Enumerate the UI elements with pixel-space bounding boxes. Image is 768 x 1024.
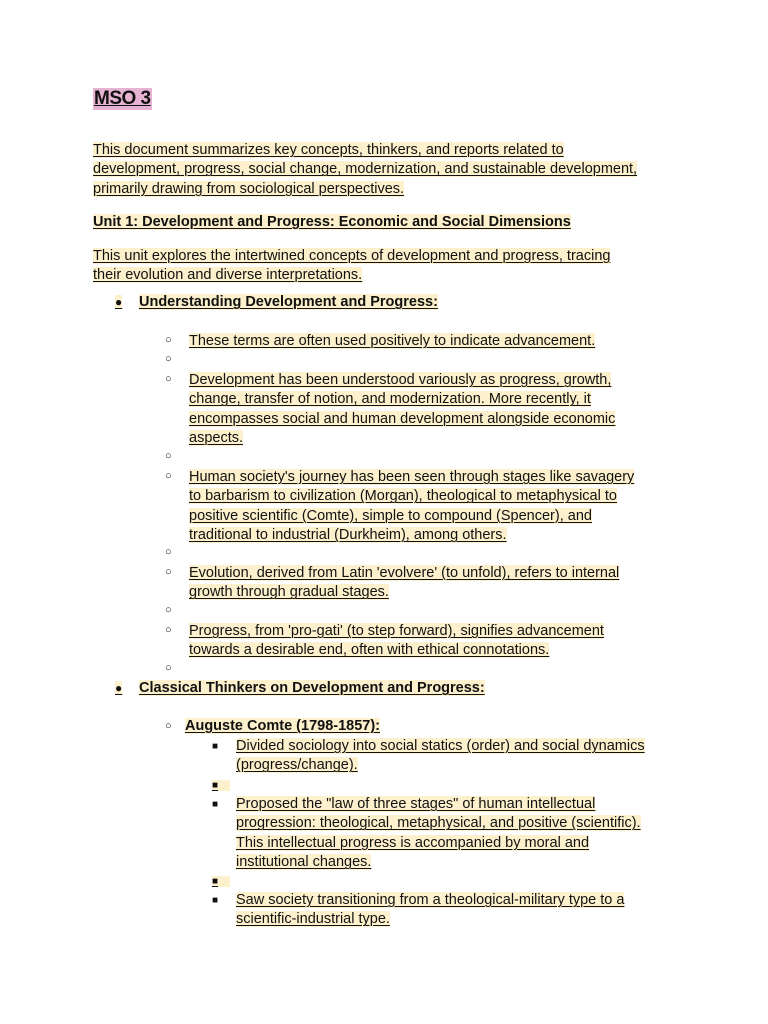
list-item-line: institutional changes.	[236, 854, 372, 871]
list-item-line: Development has been understood variously as progress, growth,	[189, 372, 612, 388]
bullet-square: ■	[212, 895, 219, 906]
list-item-line: Saw society transitioning from a theological-military type to a	[236, 892, 625, 908]
unit-intro-line: their evolution and diverse interpretations.	[93, 267, 363, 284]
document-title: MSO 3	[94, 88, 151, 109]
intro-line: This document summarizes key concepts, thinkers, and reports related to	[93, 142, 564, 158]
list-item-line: progression: theological, metaphysical, and positive (scientific).	[236, 815, 641, 832]
list-item	[236, 891, 676, 930]
bullet-circle: ○	[165, 334, 172, 346]
intro-line: primarily drawing from sociological perspectives.	[93, 180, 405, 197]
list-item-line: growth through gradual stages.	[189, 584, 389, 601]
section-heading-text: Classical Thinkers on Development and Progress:	[139, 680, 485, 696]
empty-bullet-circle: ○	[165, 604, 172, 616]
empty-bullet-square: ■	[212, 876, 230, 887]
list-item-line: encompasses social and human development alongside economic	[189, 410, 616, 427]
empty-bullet-circle: ○	[165, 546, 172, 558]
section-heading	[139, 293, 438, 312]
list-item-line: This intellectual progress is accompanied by moral and	[236, 834, 590, 851]
bullet-square: ■	[212, 799, 219, 810]
unit-heading-text: Unit 1: Development and Progress: Economic and Social Dimensions	[93, 214, 571, 230]
section-heading	[139, 679, 485, 698]
list-item-line: to barbarism to civilization (Morgan), theological to metaphysical to	[189, 488, 617, 505]
list-item-line: change, transfer of notion, and modernization. More recently, it	[189, 391, 591, 408]
empty-bullet-square: ■	[212, 780, 230, 791]
list-item-line: Progress, from 'pro-gati' (to step forward), signifies advancement	[189, 623, 604, 639]
list-item-line: aspects.	[189, 430, 243, 447]
unit-intro-paragraph	[93, 247, 610, 286]
empty-bullet-circle: ○	[165, 662, 172, 674]
list-item	[189, 564, 669, 603]
list-item-line: Evolution, derived from Latin 'evolvere' (to unfold), refers to internal	[189, 565, 620, 581]
thinker-heading-text: Auguste Comte (1798-1857):	[185, 718, 380, 734]
list-item-line: traditional to industrial (Durkheim), among others.	[189, 527, 507, 544]
unit-heading	[93, 213, 571, 232]
thinker-heading	[185, 717, 380, 736]
list-item-line: Human society's journey has been seen through stages like savagery	[189, 469, 635, 485]
list-item-line: towards a desirable end, often with ethical connotations.	[189, 642, 550, 659]
bullet-circle: ○	[165, 470, 172, 482]
list-item-line: Proposed the "law of three stages" of human intellectual	[236, 796, 596, 812]
bullet-dot: ●	[115, 295, 123, 309]
intro-paragraph	[93, 141, 637, 199]
bullet-circle: ○	[165, 720, 172, 732]
list-item	[236, 795, 676, 873]
bullet-square: ■	[212, 741, 219, 752]
list-item-line: positive scientific (Comte), simple to compound (Spencer), and	[189, 507, 592, 524]
bullet-dot: ●	[115, 681, 123, 695]
list-item-line: scientific-industrial type.	[236, 911, 390, 928]
intro-line: development, progress, social change, modernization, and sustainable development,	[93, 161, 638, 178]
bullet-circle: ○	[165, 373, 172, 385]
list-item	[189, 371, 669, 449]
list-item	[189, 332, 669, 351]
list-item-line: (progress/change).	[236, 757, 358, 774]
list-item-line: These terms are often used positively to indicate advancement.	[189, 333, 596, 349]
list-item	[189, 622, 669, 661]
bullet-circle: ○	[165, 624, 172, 636]
empty-bullet-circle: ○	[165, 353, 172, 365]
unit-intro-line: This unit explores the intertwined concepts of development and progress, tracing	[93, 248, 611, 264]
empty-bullet-circle: ○	[165, 450, 172, 462]
list-item	[236, 737, 676, 776]
list-item	[189, 468, 669, 546]
section-heading-text: Understanding Development and Progress:	[139, 294, 438, 310]
list-item-line: Divided sociology into social statics (order) and social dynamics	[236, 738, 645, 754]
bullet-circle: ○	[165, 566, 172, 578]
